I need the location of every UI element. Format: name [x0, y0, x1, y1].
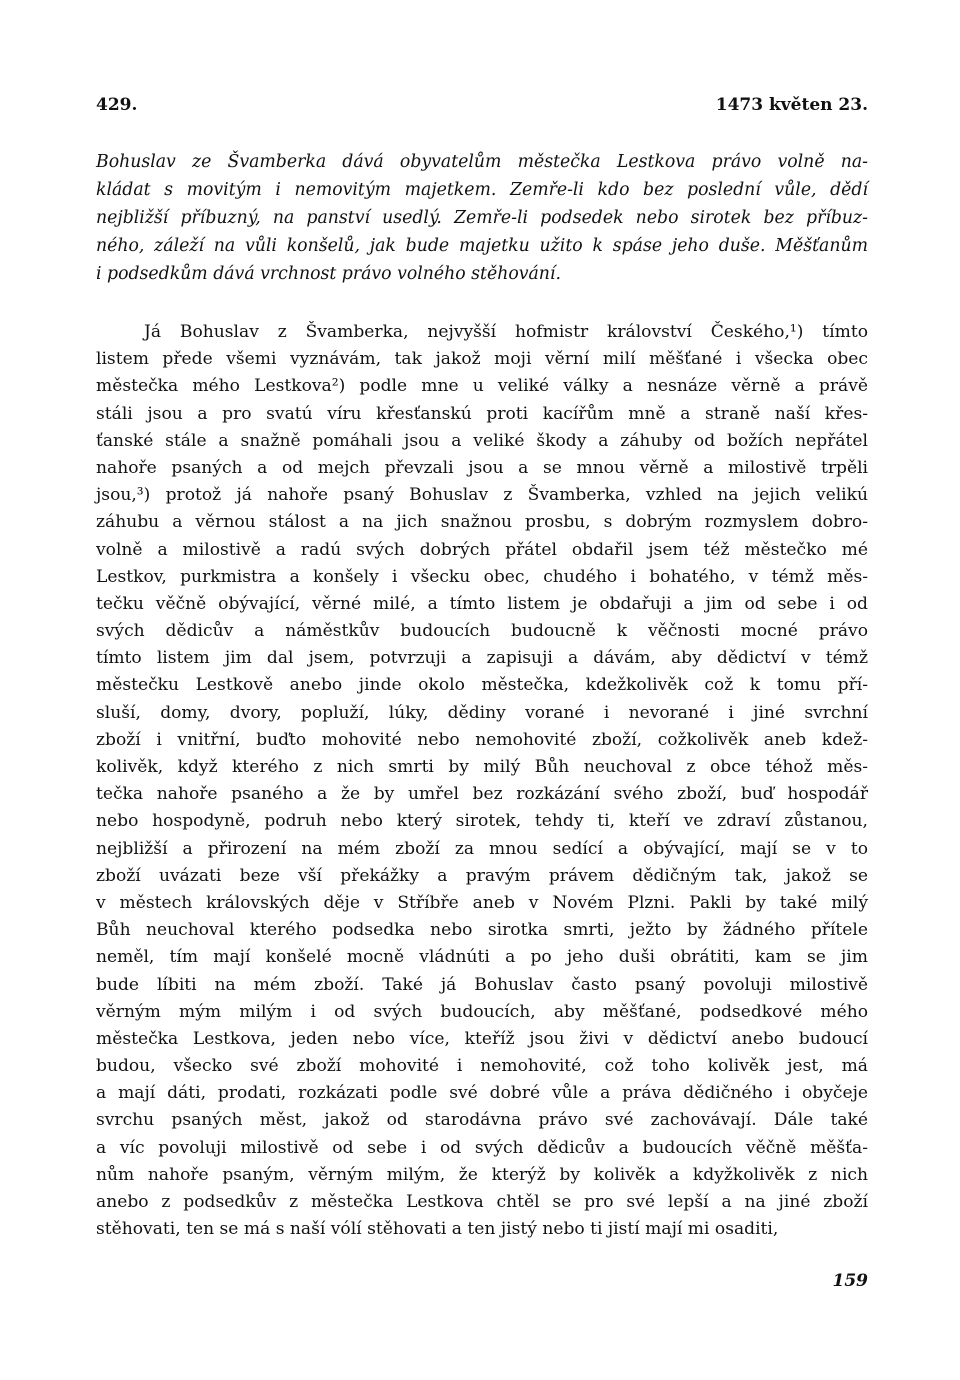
regest-line: kládat s movitým i nemovitým majetkem. Zemře-li kdo bez poslední vůle, dědí	[96, 180, 868, 200]
body-line: budou, všecko své zboží mohovité i nemohovité, což toho kolivěk jest, má	[96, 1056, 868, 1077]
body-line: věrným mým milým i od svých budoucích, aby měšťané, podsedkové mého	[96, 1001, 868, 1022]
body-line: záhubu a věrnou stálost a na jich snažnou prosbu, s dobrým rozmyslem dobro-	[96, 512, 868, 533]
body-line: tečku věčně obývající, věrné milé, a tímto listem je obdařuji a jim od sebe i od	[96, 593, 868, 614]
body-line: svých dědicův a náměstkův budoucích budoucně k věčnosti mocné právo	[96, 621, 868, 642]
body-line: nebo hospodyně, podruh nebo který sirotek, tehdy ti, kteří ve zdraví zůstanou,	[96, 811, 868, 832]
body-line: jsou,³) protož já nahoře psaný Bohuslav z Švamberka, vzhled na jejich velikú	[96, 485, 868, 506]
body-line: městečku Lestkově anebo jinde okolo městečka, kdežkolivěk což k tomu pří-	[96, 675, 868, 696]
body-line: listem přede všemi vyznávám, tak jakož moji věrní milí měšťané i všecka obec	[96, 349, 868, 370]
document-page	[96, 0, 868, 1380]
body-line: volně a milostivě a radú svých dobrých přátel obdařil jsem též městečko mé	[96, 539, 868, 560]
body-line: tímto listem jim dal jsem, potvrzuji a zapisuji a dávám, aby dědictví v témž	[96, 648, 868, 669]
body-line: sluší, domy, dvory, popluží, lúky, dědiny vorané i nevorané i jiné svrchní	[96, 702, 868, 723]
regest-summary	[96, 148, 868, 288]
body-line: ťanské stále a snažně pomáhali jsou a veliké škody a záhuby od božích nepřátel	[96, 430, 868, 451]
body-line: tečka nahoře psaného a že by umřel bez rozkázání svého zboží, buď hospodář	[96, 784, 868, 805]
body-line: zboží i vnitřní, buďto mohovité nebo nemohovité zboží, cožkolivěk aneb kdež-	[96, 729, 868, 750]
page-number: 159	[832, 1271, 868, 1291]
body-line: městečka mého Lestkova²) podle mne u veliké války a nesnáze věrně a právě	[96, 376, 868, 397]
body-line: a mají dáti, prodati, rozkázati podle své dobré vůle a práva dědičného i obyčeje	[96, 1083, 868, 1104]
page-header	[96, 92, 868, 118]
body-line: Bůh neuchoval kterého podsedka nebo sirotka smrti, ježto by žádného přítele	[96, 920, 868, 941]
body-line: v městech královských děje v Stříbře aneb v Novém Plzni. Pakli by také milý	[96, 892, 868, 913]
body-line: nahoře psaných a od mejch převzali jsou a se mnou věrně a milostivě trpěli	[96, 457, 868, 478]
body-line: Lestkov, purkmistra a konšely i všecku obec, chudého i bohatého, v témž měs-	[96, 566, 868, 587]
body-line: a víc povoluji milostivě od sebe i od svých dědicův a budoucích věčně měšťa-	[96, 1137, 868, 1158]
document-number: 429.	[96, 95, 138, 115]
body-line: nejbližší a přirození na mém zboží za mnou sedící a obývající, mají se v to	[96, 838, 868, 859]
charter-text	[96, 319, 868, 1243]
body-line: Já Bohuslav z Švamberka, nejvyšší hofmistr království Českého,¹) tímto	[144, 322, 868, 342]
regest-line: Bohuslav ze Švamberka dává obyvatelům městečka Lestkova právo volně na-	[96, 152, 868, 172]
document-date: 1473 květen 23.	[715, 95, 868, 115]
body-line: zboží uvázati beze vší překážky a pravým právem dědičným tak, jakož se	[96, 865, 868, 886]
regest-line: ného, záleží na vůli konšelů, jak bude majetku užito k spáse jeho duše. Měšťanům	[96, 236, 868, 256]
body-line: městečka Lestkova, jeden nebo více, kteříž jsou živi v dědictví anebo budoucí	[96, 1028, 868, 1049]
regest-line: i podsedkům dává vrchnost právo volného stěhování.	[96, 264, 561, 284]
body-line: svrchu psaných měst, jakož od starodávna právo své zachovávají. Dále také	[96, 1110, 868, 1131]
body-line: anebo z podsedkův z městečka Lestkova chtěl se pro své lepší a na jiné zboží	[96, 1192, 868, 1212]
body-line: neměl, tím mají konšelé mocně vládnúti a po jeho duši obrátiti, kam se jim	[96, 947, 868, 968]
body-line: stěhovati, ten se má s naší vólí stěhovati a ten jistý nebo ti jistí mají mi osaditi,	[96, 1219, 779, 1240]
body-line: kolivěk, když kterého z nich smrti by milý Bůh neuchoval z obce téhož měs-	[96, 757, 868, 777]
body-line: bude líbiti na mém zboží. Také já Bohuslav často psaný povoluji milostivě	[96, 974, 868, 995]
regest-line: nejbližší příbuzný, na panství usedlý. Zemře-li podsedek nebo sirotek bez příbuz-	[96, 208, 868, 228]
body-line: stáli jsou a pro svatú víru křesťanskú proti kacířům mně a straně naší křes-	[96, 403, 868, 424]
body-line: nům nahoře psaným, věrným milým, že kterýž by kolivěk a kdyžkolivěk z nich	[96, 1164, 868, 1185]
